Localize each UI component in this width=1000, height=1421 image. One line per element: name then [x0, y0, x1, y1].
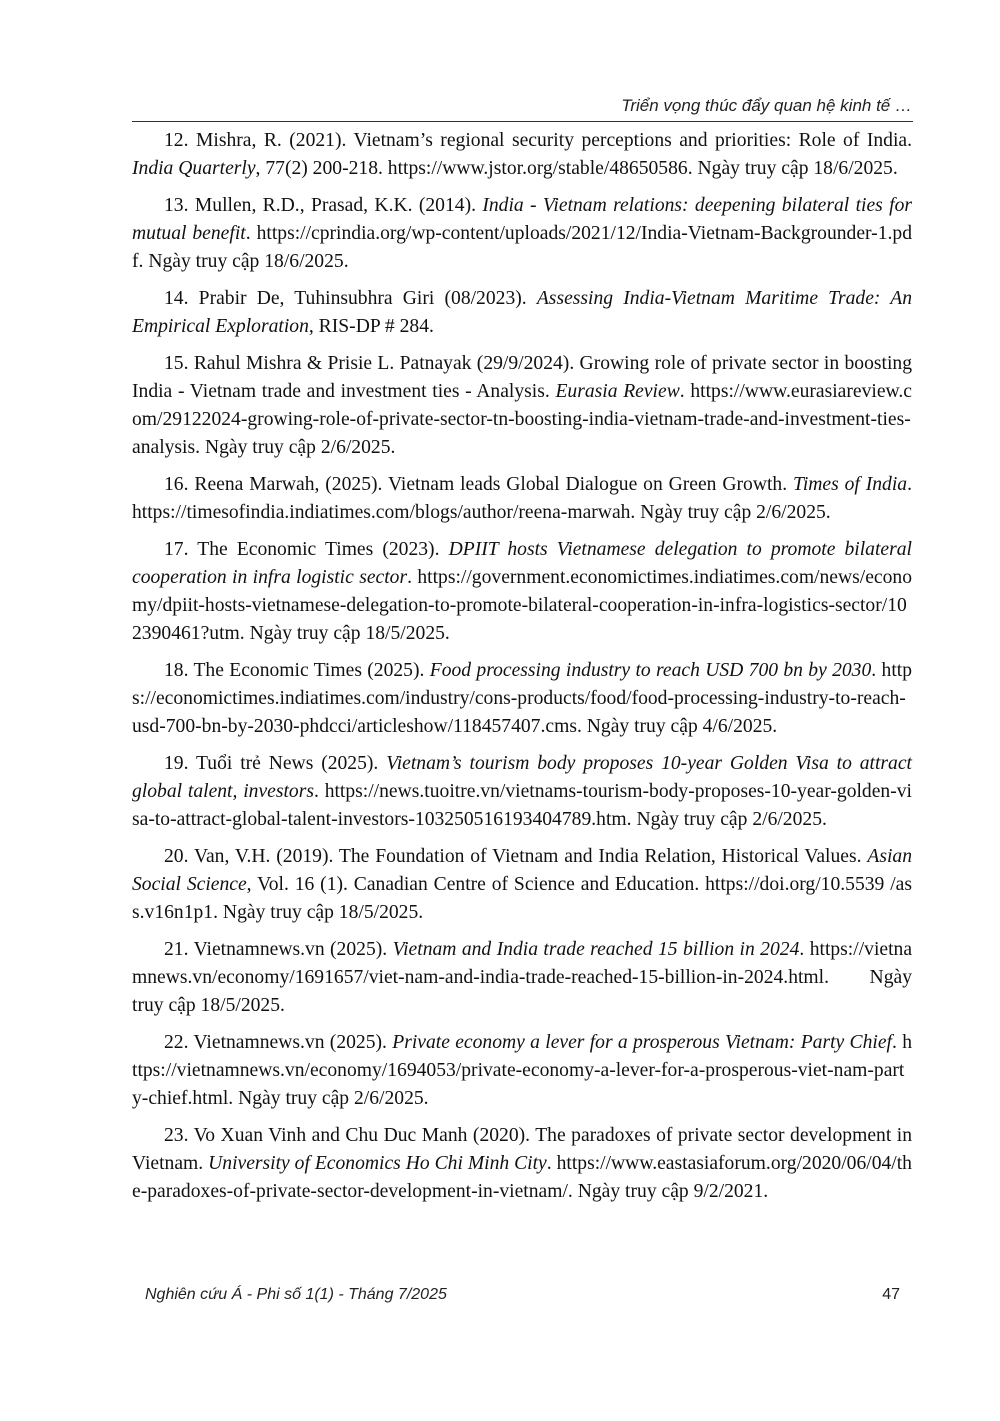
ref-title: India - Vietnam relations: deepening bilateral ties for mutual benefit	[132, 195, 913, 244]
reference-list	[132, 127, 912, 1215]
running-header: Triển vọng thúc đẩy quan hệ kinh tế …	[621, 96, 912, 115]
ref-rest: .	[871, 660, 877, 681]
reference-item	[132, 471, 912, 527]
ref-title: India Quarterly	[132, 158, 256, 179]
ref-rest: .	[313, 781, 319, 802]
ref-number: 16.	[164, 474, 189, 495]
reference-item	[132, 1122, 912, 1206]
ref-url: https://news.tuoitre.vn/vietnams-tourism-body-proposes-10-year-golden-visa-to-attract-global-talent-investors-103250516193404789.htm.	[132, 781, 912, 830]
ref-number: 14.	[164, 288, 189, 309]
ref-url: https://www.jstor.org/stable/48650586.	[387, 158, 693, 179]
ref-title: University of Economics Ho Chi Minh City	[208, 1153, 547, 1174]
ref-accessed: Ngày truy cập 2/6/2025.	[238, 1088, 429, 1109]
ref-url: https://timesofindia.indiatimes.com/blogs/author/reena-marwah.	[132, 502, 636, 523]
ref-accessed: Ngày truy cập 9/2/2021.	[577, 1181, 769, 1202]
ref-author: The Economic Times (2025).	[193, 660, 425, 681]
ref-accessed: Ngày truy cập 2/6/2025.	[204, 437, 396, 458]
ref-author: Mullen, R.D., Prasad, K.K. (2014).	[194, 195, 476, 216]
ref-title: Assessing India-Vietnam Maritime Trade: An Empirical Exploration	[132, 288, 912, 337]
ref-accessed: Ngày truy cập 18/5/2025.	[132, 967, 912, 1016]
ref-title: Times of India	[793, 474, 908, 495]
ref-author: Tuổi trẻ News (2025).	[196, 753, 379, 774]
ref-url: https://cprindia.org/wp-content/uploads/2021/12/India-Vietnam-Backgrounder-1.pdf.	[132, 223, 912, 272]
reference-item	[132, 750, 912, 834]
ref-title: Vietnam and India trade reached 15 billion in 2024	[392, 939, 800, 960]
ref-title: DPIIT hosts Vietnamese delegation to promote bilateral cooperation in infra logistic sector	[132, 539, 912, 588]
ref-url: https://www.eurasiareview.com/29122024-growing-role-of-private-sector-tn-boosting-india-vietnam-trade-and-investment-ties-analysis.	[132, 381, 912, 458]
ref-number: 13.	[164, 195, 189, 216]
ref-number: 20.	[164, 846, 189, 867]
ref-author: Rahul Mishra & Prisie L. Patnayak (29/9/2024). Growing role of private sector in boosting India - Vietnam trade and investment ties - Analysis.	[132, 353, 912, 402]
ref-number: 19.	[164, 753, 189, 774]
reference-item	[132, 936, 912, 1020]
ref-accessed: Ngày truy cập 18/5/2025.	[249, 623, 450, 644]
ref-author: Vietnamnews.vn (2025).	[193, 939, 388, 960]
reference-item	[132, 127, 912, 183]
ref-author: Van, V.H. (2019). The Foundation of Vietnam and India Relation, Historical Values.	[194, 846, 862, 867]
ref-rest: .	[407, 567, 412, 588]
ref-url: https://vietnamnews.vn/economy/1694053/private-economy-a-lever-for-a-prosperous-viet-nam-party-chief.html.	[132, 1032, 912, 1109]
ref-accessed: Ngày truy cập 2/6/2025.	[640, 502, 831, 523]
ref-title: Vietnam’s tourism body proposes 10-year Golden Visa to attract global talent, investors	[132, 753, 912, 802]
ref-title: Private economy a lever for a prosperous Vietnam: Party Chief	[392, 1032, 892, 1053]
ref-url: https://www.eastasiaforum.org/2020/06/04/the-paradoxes-of-private-sector-development-in-vietnam/.	[132, 1153, 912, 1202]
ref-number: 12.	[164, 130, 189, 151]
ref-number: 15.	[164, 353, 189, 374]
ref-author: Mishra, R. (2021). Vietnam’s regional security perceptions and priorities: Role of India.	[195, 130, 912, 151]
reference-item	[132, 536, 912, 648]
reference-item	[132, 350, 912, 462]
ref-rest: .	[245, 223, 251, 244]
reference-item	[132, 843, 912, 927]
ref-rest: .	[907, 474, 913, 495]
reference-item	[132, 657, 912, 741]
ref-accessed: Ngày truy cập 18/6/2025.	[697, 158, 898, 179]
page-footer	[145, 1286, 900, 1310]
ref-rest: .	[679, 381, 685, 402]
ref-accessed: Ngày truy cập 18/5/2025.	[222, 902, 424, 923]
journal-name: Nghiên cứu Á - Phi số 1(1) - Tháng 7/2025	[145, 1286, 447, 1303]
ref-accessed: Ngày truy cập 2/6/2025.	[636, 809, 827, 830]
ref-url: https://doi.org/10.5539 /ass.v16n1p1.	[132, 874, 912, 923]
header-rule	[132, 121, 913, 122]
ref-title: Food processing industry to reach USD 700 bn by 2030	[429, 660, 872, 681]
ref-title: Asian Social Science	[132, 846, 912, 895]
ref-url: https://government.economictimes.indiatimes.com/news/economy/dpiit-hosts-vietnamese-delegation-to-promote-bilateral-cooperation-in-infra-logistics-sector/102390461?utm.	[132, 567, 912, 644]
ref-accessed: Ngày truy cập 4/6/2025.	[586, 716, 778, 737]
ref-number: 18.	[164, 660, 189, 681]
ref-rest: , 77(2) 200-218.	[255, 158, 383, 179]
ref-url: https://vietnamnews.vn/economy/1691657/viet-nam-and-india-trade-reached-15-billion-in-2024.html.	[132, 939, 913, 988]
page-number: 47	[882, 1286, 900, 1303]
ref-number: 22.	[164, 1032, 189, 1053]
ref-rest: , RIS-DP # 284.	[308, 316, 434, 337]
ref-author: The Economic Times (2023).	[197, 539, 440, 560]
ref-rest: , Vol. 16 (1). Canadian Centre of Science and Education.	[246, 874, 700, 895]
ref-number: 21.	[164, 939, 189, 960]
ref-accessed: Ngày truy cập 18/6/2025.	[148, 251, 349, 272]
reference-item	[132, 285, 912, 341]
ref-author: Reena Marwah, (2025). Vietnam leads Global Dialogue on Green Growth.	[194, 474, 788, 495]
ref-rest: .	[891, 1032, 897, 1053]
ref-url: https://economictimes.indiatimes.com/industry/cons-products/food/food-processing-industry-to-reach-usd-700-bn-by-2030-phdcci/articleshow/118457407.cms.	[132, 660, 912, 737]
ref-title: Eurasia Review	[555, 381, 680, 402]
ref-number: 17.	[164, 539, 189, 560]
reference-item	[132, 1029, 912, 1113]
ref-rest: .	[546, 1153, 552, 1174]
ref-author: Prabir De, Tuhinsubhra Giri (08/2023).	[198, 288, 527, 309]
ref-author: Vietnamnews.vn (2025).	[193, 1032, 387, 1053]
ref-rest: .	[799, 939, 805, 960]
ref-number: 23.	[164, 1125, 189, 1146]
ref-author: Vo Xuan Vinh and Chu Duc Manh (2020). The paradoxes of private sector development in Vietnam.	[132, 1125, 912, 1174]
reference-item	[132, 192, 912, 276]
